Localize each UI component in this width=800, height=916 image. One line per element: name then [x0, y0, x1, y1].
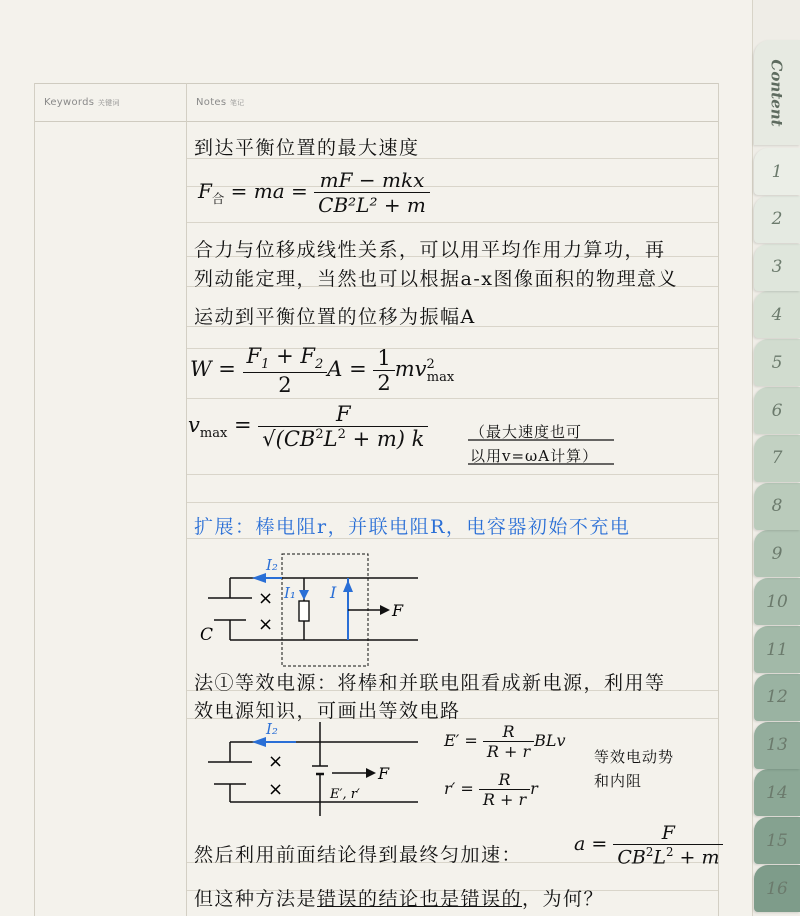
aside-underline [464, 418, 624, 468]
label-C: C [200, 625, 214, 645]
tab-14[interactable]: 14 [754, 769, 800, 816]
note-line-9: 但这种方法是错误的结论也是错误的，为何？ [194, 888, 605, 910]
column-divider [186, 83, 187, 916]
note-line-5-extension: 扩展：棒电阻r，并联电阻R，电容器初始不充电 [194, 516, 631, 538]
equation-vmax: $v_{max}$ = $\frac{F}{√(CB^2L^2 + m) k}$ [188, 402, 428, 451]
tab-11[interactable]: 11 [754, 626, 800, 673]
svg-text:×: × [258, 614, 274, 635]
circuit-diagram-2 [196, 716, 426, 820]
ruled-line [187, 474, 718, 475]
ruled-line [187, 222, 718, 223]
label-I: I [330, 583, 337, 602]
tab-12[interactable]: 12 [754, 674, 800, 721]
tab-16[interactable]: 16 [754, 865, 800, 912]
equation-acceleration: a = $\frac{F}{CB^2L^2 + m}$ [574, 822, 723, 868]
tab-4[interactable]: 4 [754, 291, 800, 338]
equation-internal-resistance: r′ = $\frac{R}{R + r}$ r [444, 770, 538, 809]
equation-net-force: $F_合$ = ma = $\frac{\text{mF − mkx}}{\text{CB²L² + m}}$ [198, 168, 430, 217]
tab-13[interactable]: 13 [754, 722, 800, 769]
note-line-8: 然后利用前面结论得到最终匀加速： [194, 844, 523, 866]
svg-text:×: × [258, 588, 274, 609]
tab-6[interactable]: 6 [754, 387, 800, 434]
label-F-b: F [378, 764, 390, 783]
tab-7[interactable]: 7 [754, 435, 800, 482]
header-bottom-rule [34, 121, 718, 122]
svg-text:×: × [268, 751, 284, 772]
aside-note-2: 以用v=ωA计算） [470, 447, 599, 465]
tab-15[interactable]: 15 [754, 817, 800, 864]
tab-2[interactable]: 2 [754, 196, 800, 243]
aside-note-3: 等效电动势 [594, 748, 675, 766]
ruled-line [187, 502, 718, 503]
tab-10[interactable]: 10 [754, 578, 800, 625]
label-equivalent-source: E′, r′ [330, 787, 360, 802]
ruled-line [187, 398, 718, 399]
note-line-1: 到达平衡位置的最大速度 [194, 137, 420, 159]
notes-header: Notes 笔记 [196, 97, 245, 108]
equation-work: W = $\frac{F_1 + F_2}{2}$ A = $\frac{1}{2}$ $mv^2_{max}$ [190, 344, 455, 398]
tab-9[interactable]: 9 [754, 530, 800, 577]
equation-emf: E′ = $\frac{R}{R + r}$ BLv [444, 722, 566, 761]
circuit-diagram-1 [196, 548, 426, 672]
note-line-3: 列动能定理，当然也可以根据a-x图像面积的物理意义 [194, 268, 678, 290]
svg-text:×: × [268, 779, 284, 800]
note-line-4: 运动到平衡位置的位移为振幅A [194, 306, 476, 328]
header-top-rule [34, 83, 718, 84]
label-I2-b: I₂ [266, 720, 278, 738]
note-line-7: 效电源知识，可画出等效电路 [194, 700, 461, 722]
note-line-2: 合力与位移成线性关系，可以用平均作用力算功，再 [194, 239, 666, 261]
label-I1: I₁ [284, 584, 296, 602]
tab-3[interactable]: 3 [754, 244, 800, 291]
aside-note-1: （最大速度也可 [470, 423, 583, 441]
label-I2: I₂ [266, 556, 278, 574]
keywords-header: Keywords 关键词 [44, 97, 120, 108]
note-line-6: 法①等效电源：将棒和并联电阻看成新电源，利用等 [194, 672, 666, 694]
label-F: F [392, 601, 404, 620]
tab-8[interactable]: 8 [754, 483, 800, 530]
tab-content[interactable]: Content [754, 40, 800, 145]
notes-column-edge [718, 83, 719, 916]
tab-1[interactable]: 1 [754, 148, 800, 195]
aside-note-4: 和内阻 [594, 772, 643, 790]
keywords-column-edge [34, 83, 35, 916]
tab-5[interactable]: 5 [754, 339, 800, 386]
